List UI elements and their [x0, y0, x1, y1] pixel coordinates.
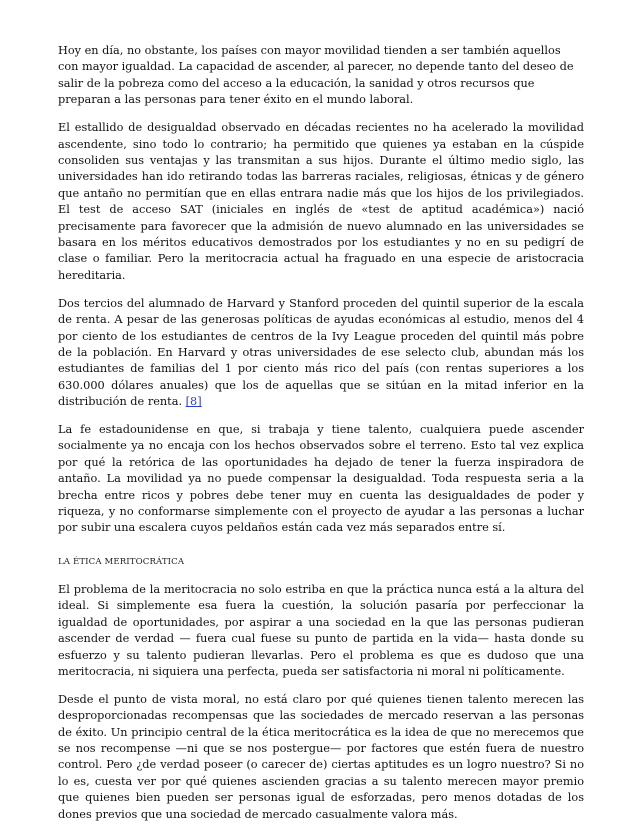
footnote-link[interactable]: [8] — [185, 395, 202, 409]
paragraph-moral-view: Desde el punto de vista moral, no está claro por qué quienes tienen talento merecen las desproporcionadas recompensas que las sociedades de mercado reservan a las personas de éxito. Un principio central de la ética meritocrática es la idea de que no merecemos que se nos recompense —ni que se nos postergue— por factores que estén fuera de nuestro control. Pero ¿de verdad poseer (o carecer de) ciertas aptitudes es un logro nuestro? Si no lo es, cuesta ver por qué quienes ascienden gracias a su talento merecen mayor premio que quienes bien pueden ser personas igual de esforzadas, pero menos dotadas de los dones previos que una sociedad de mercado casualmente valora más. — [58, 692, 584, 821]
section-heading: LA ÉTICA MERITOCRÁTICA — [58, 556, 185, 567]
paragraph-american-faith: La fe estadounidense en que, si trabaja y tiene talento, cualquiera puede ascender socialmente ya no encaja con los hechos observados sobre el terreno. Esto tal vez explica por qué la retórica de las oportunidades ha dejado de tener la fuerza inspiradora de antaño. La movilidad ya no puede compensar la desigualdad. Toda respuesta seria a la brecha entre ricos y pobres debe tener muy en cuenta las desigualdades de poder y riqueza, y no conformarse simplemente con el proyecto de ayudar a las personas a luchar por subir una escalera cuyos peldaños están cada vez más separados entre sí. — [58, 423, 584, 535]
paragraph-harvard-text: Dos tercios del alumnado de Harvard y Stanford proceden del quintil superior de la escala de renta. A pesar de las generosas políticas de ayudas económicas al estudio, menos del 4 por ciento de los estudiantes de centros de la Ivy League proceden del quintil más pobre de la población. En Harvard y otras universidades de ese selecto club, abundan más los estudiantes de familias del 1 por ciento más rico del país (con rentas superiores a los 630.000 dólares anuales) que los de aquellas que se sitúan en la mitad inferior en la distribución de renta. — [58, 296, 584, 409]
document-page — [58, 43, 584, 835]
paragraph-meritocracy-problem: El problema de la meritocracia no solo estriba en que la práctica nunca está a la altura del ideal. Si simplemente esa fuera la cuestión, la solución pasaría por perfeccionar la igualdad de oportunidades, por aspirar a una sociedad en la que las personas pudieran ascender de verdad — fuera cual fuese su punto de partida en la vida— hasta donde su esfuerzo y su talento pudieran llevarlas. Pero el problema es que es dudoso que una meritocracia, ni siquiera una perfecta, pueda ser satisfactoria ni moral ni políticamente. — [58, 582, 584, 678]
paragraph-harvard-stanford — [58, 296, 584, 411]
paragraph-mobility-equality: Hoy en día, no obstante, los países con mayor movilidad tienden a ser también aquellos con mayor igualdad. La capacidad de ascender, al parecer, no depende tanto del deseo de salir de la pobreza como del acceso a la educación, la sanidad y otros recursos que preparan a las personas para tener éxito en el mundo laboral. — [58, 44, 574, 107]
paragraph-inequality-outbreak: El estallido de desigualdad observado en décadas recientes no ha acelerado la movilidad ascendente, sino todo lo contrario; ha permitido que quienes ya estaban en la cúspide consoliden sus ventajas y las transmitan a sus hijos. Durante el último medio siglo, las universidades han ido retirando todas las barreras raciales, religiosas, étnicas y de género que antaño no permitían que en ellas entrara nadie más que los hijos de los privilegiados. El test de acceso SAT (iniciales en inglés de «test de aptitud académica») nació precisamente para favorecer que la admisión de nuevo alumnado en las universidades se basara en los méritos educativos demostrados por los estudiantes y no en su pedigrí de clase o familiar. Pero la meritocracia actual ha fraguado en una especie de aristocracia hereditaria. — [58, 121, 584, 282]
